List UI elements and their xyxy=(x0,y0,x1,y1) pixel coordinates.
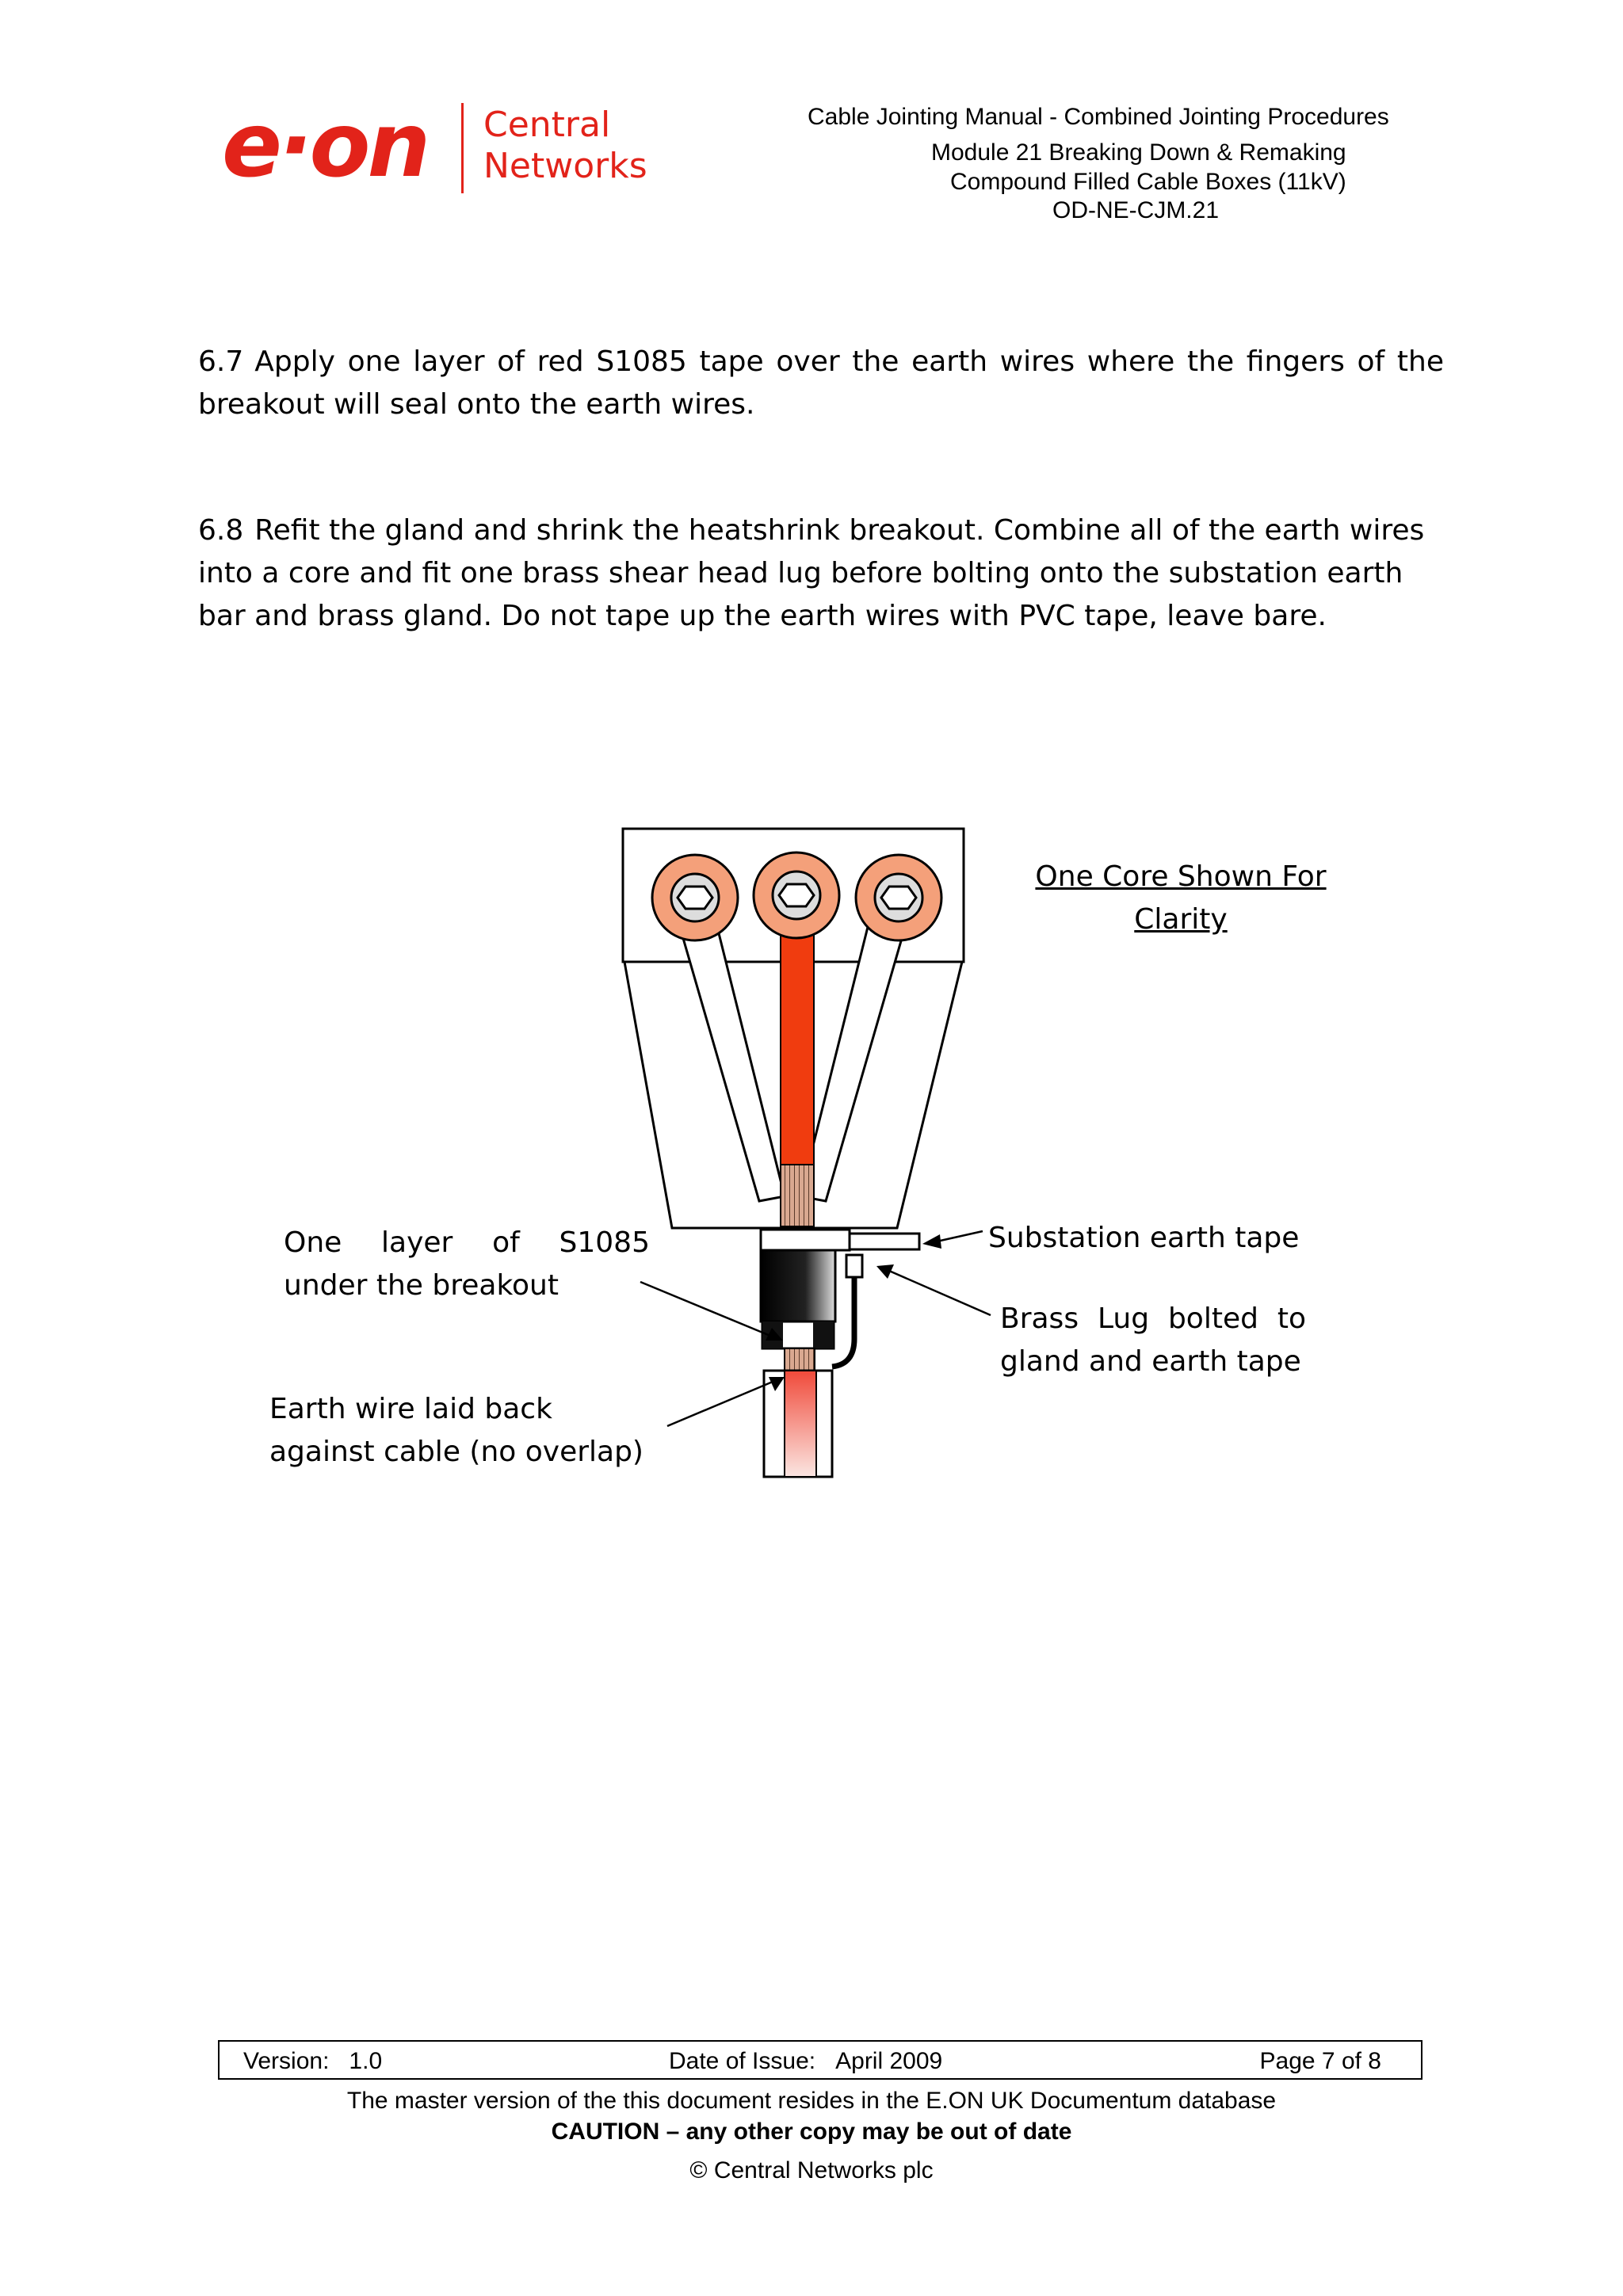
gland-nut-right xyxy=(813,1322,834,1348)
header-manual-title: Cable Jointing Manual - Combined Jointing Procedures xyxy=(808,104,1389,130)
footer-version xyxy=(243,2048,382,2075)
footer-issue-date xyxy=(669,2048,942,2075)
centre-core xyxy=(781,919,814,1165)
footer-copyright: © Central Networks plc xyxy=(689,2157,934,2183)
header-module: Module 21 Breaking Down & Remaking xyxy=(931,139,1346,166)
footer-master-version: The master version of the this document resides in the E.ON UK Documentum database xyxy=(346,2088,1277,2114)
diagram-note: One Core Shown For Clarity xyxy=(1035,860,1327,936)
terminal-centre-nut-icon xyxy=(779,884,814,906)
issue-label: Date of Issue: xyxy=(669,2048,816,2074)
header-subject: Compound Filled Cable Boxes (11kV) xyxy=(950,169,1346,195)
terminal-right-nut-icon xyxy=(881,887,916,909)
logo-subtitle-line2: Networks xyxy=(483,146,647,186)
leader-earth-wire xyxy=(667,1382,773,1426)
leader-s1085 xyxy=(640,1282,770,1336)
footer-caution: CAUTION – any other copy may be out of date xyxy=(551,2119,1072,2145)
substation-earth-tape xyxy=(850,1234,919,1249)
issue-value: April 2009 xyxy=(835,2048,943,2074)
terminal-left-nut-icon xyxy=(678,887,712,909)
brass-gland xyxy=(761,1250,835,1322)
leader-sub-tape xyxy=(937,1231,983,1241)
leader-lug xyxy=(889,1271,991,1315)
arrowhead-sub-tape-icon xyxy=(922,1234,941,1249)
footer-page-number: Page 7 of 8 xyxy=(1259,2048,1381,2074)
label-earth-wire: Earth wire laid back against cable (no overlap) xyxy=(269,1393,643,1468)
version-label: Version: xyxy=(243,2048,330,2074)
core-conductor-strands xyxy=(781,1165,814,1226)
logo-wordmark: e·on xyxy=(222,94,428,197)
footer-info-box xyxy=(218,2040,1423,2080)
logo-subtitle-line1: Central xyxy=(483,105,611,145)
step-text: Refit the gland and shrink the heatshrink breakout. Combine all of the earth wires into a core and fit one brass shear head lug before bolting onto the substation earth bar and brass gland. Do not tape up the earth wires with PVC tape, leave bare. xyxy=(198,514,1425,632)
brass-lug xyxy=(846,1255,862,1277)
earth-wire-strands xyxy=(785,1348,815,1372)
header-doc-code: OD-NE-CJM.21 xyxy=(1052,197,1220,223)
earth-bar xyxy=(761,1230,850,1250)
step-number: 6.7 xyxy=(198,345,244,378)
label-brass-lug: Brass Lug bolted to gland and earth tape xyxy=(1000,1302,1306,1378)
step-number: 6.8 xyxy=(198,514,244,547)
label-s1085-layer: One layer of S1085 under the breakout xyxy=(284,1226,650,1302)
step-text: Apply one layer of red S1085 tape over the earth wires where the fingers of the breakout will seal onto the earth wires. xyxy=(198,345,1444,421)
label-substation-earth-tape: Substation earth tape xyxy=(988,1222,1300,1254)
version-value: 1.0 xyxy=(349,2048,383,2074)
cable-sheath xyxy=(785,1371,816,1477)
